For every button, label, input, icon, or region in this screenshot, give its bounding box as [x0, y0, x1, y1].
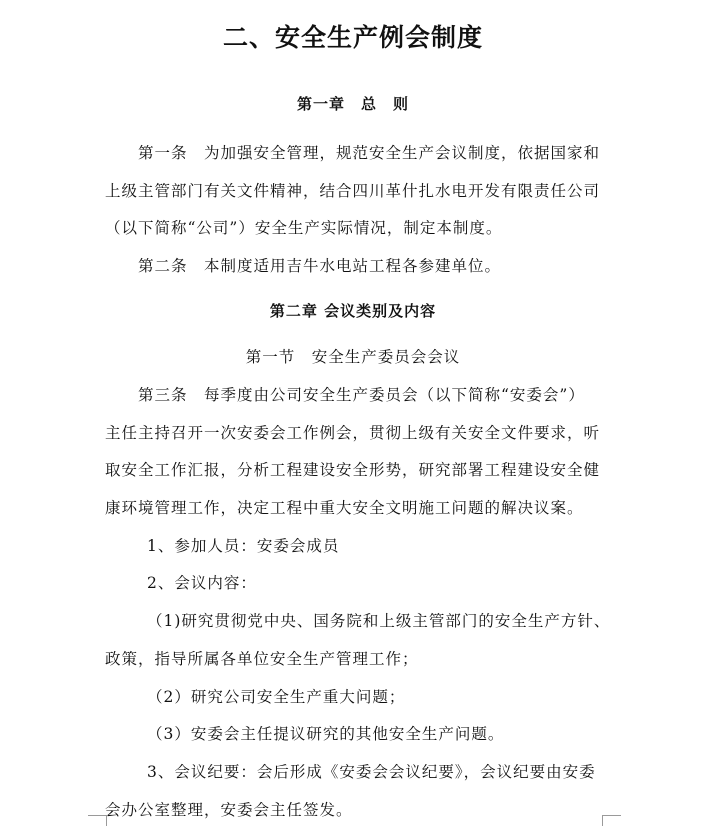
document-title: 二、安全生产例会制度: [222, 23, 483, 52]
chapter-2-heading: 第二章 会议类别及内容: [269, 302, 437, 320]
page-corner-mark-right: [602, 815, 621, 826]
article-1-line-3: （以下简称“公司”）安全生产实际情况，制定本制度。: [105, 219, 503, 237]
content-1-line-1: （1)研究贯彻党中央、国务院和上级主管部门的安全生产方针、: [147, 612, 611, 630]
chapter-1-heading: 第一章 总 则: [296, 95, 409, 113]
page-corner-mark-left: [88, 815, 107, 826]
content-2: （2）研究公司安全生产重大问题；: [147, 688, 406, 706]
item-minutes-line-2: 会办公室整理，安委会主任签发。: [105, 801, 353, 819]
content-3: （3）安委会主任提议研究的其他安全生产问题。: [147, 725, 505, 743]
article-1-line-2: 上级主管部门有关文件精神，结合四川革什扎水电开发有限责任公司: [105, 182, 601, 200]
article-3-line-4: 康环境管理工作，决定工程中重大安全文明施工问题的解决议案。: [105, 499, 584, 517]
section-1-heading: 第一节 安全生产委员会会议: [245, 348, 461, 366]
article-3-line-3: 取安全工作汇报，分析工程建设安全形势，研究部署工程建设安全健: [105, 461, 601, 479]
article-3-line-2: 主任主持召开一次安委会工作例会，贯彻上级有关安全文件要求，听: [105, 424, 601, 442]
article-2-line-1: 第二条 本制度适用吉牛水电站工程各参建单位。: [138, 257, 502, 275]
article-1-line-1: 第一条 为加强安全管理，规范安全生产会议制度，依据国家和: [138, 144, 601, 162]
article-3-line-1: 第三条 每季度由公司安全生产委员会（以下简称“安委会”）: [138, 386, 585, 404]
content-1-line-2: 政策，指导所属各单位安全生产管理工作；: [105, 650, 419, 668]
item-minutes-line-1: 3、会议纪要：会后形成《安委会会议纪要》，会议纪要由安委: [147, 763, 596, 781]
item-attendees: 1、参加人员：安委会成员: [147, 537, 340, 555]
item-content-label: 2、会议内容：: [147, 574, 257, 592]
